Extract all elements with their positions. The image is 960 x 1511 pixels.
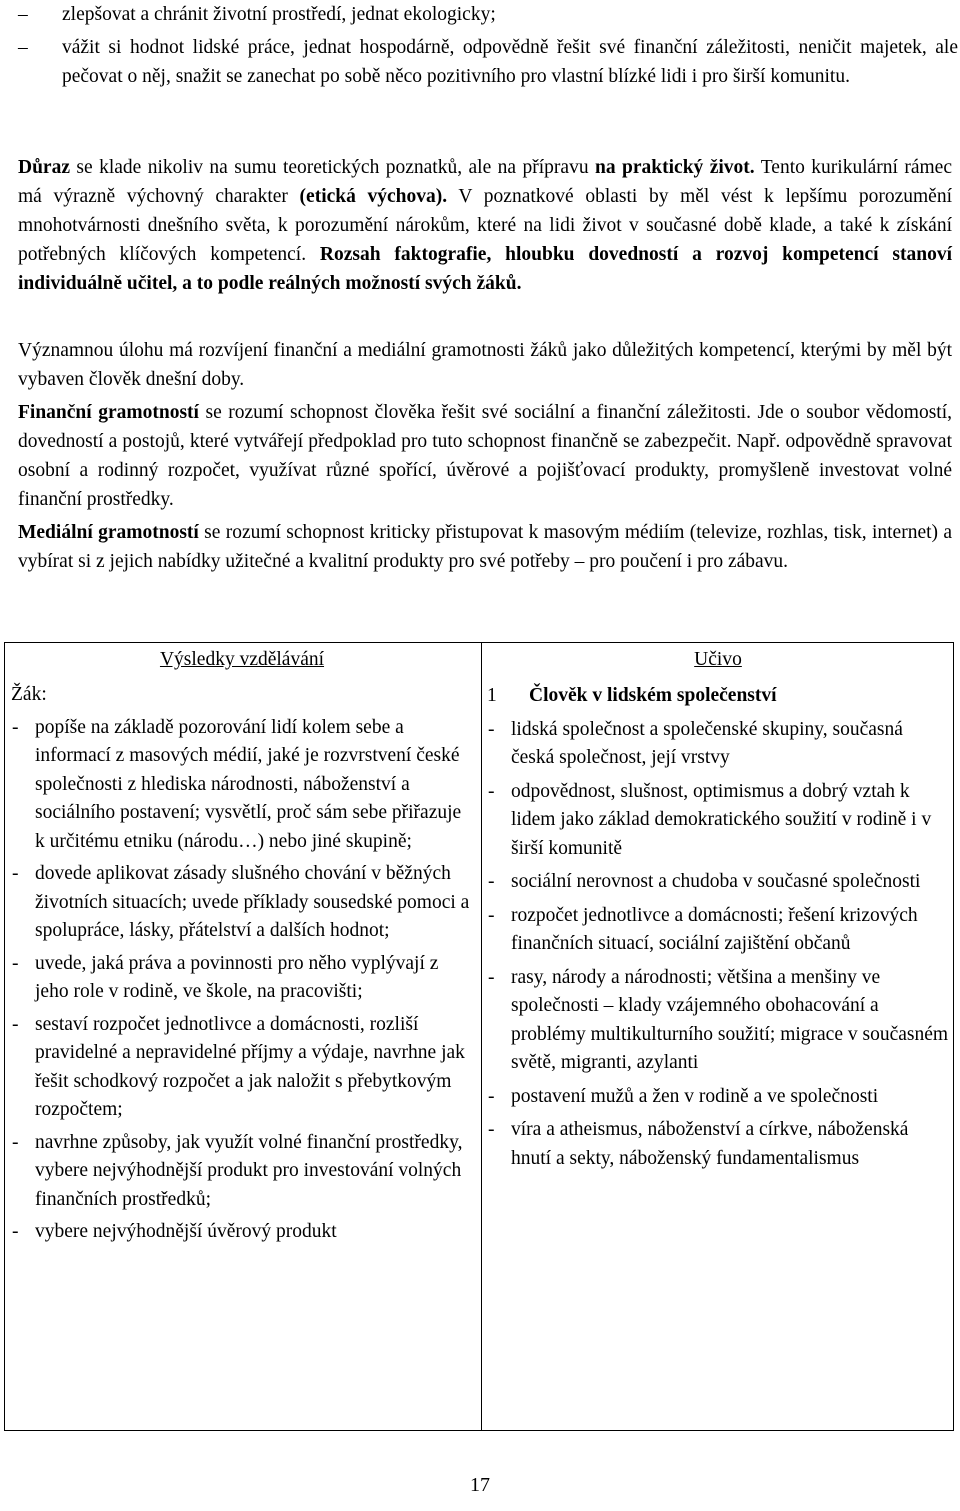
financial-literacy-paragraph <box>18 398 952 514</box>
hyphen-marker: - <box>12 952 19 974</box>
hyphen-marker: - <box>488 1085 495 1107</box>
content-item <box>487 1116 949 1173</box>
hyphen-marker: - <box>12 716 19 738</box>
dash-marker: – <box>18 4 28 25</box>
literacy-paragraph: Významnou úlohu má rozvíjení finanční a mediální gramotnosti žáků jako důležitých kompetencí, kterými by měl být vybaven člověk dnešní doby. <box>18 340 952 390</box>
outcome-text: uvede, jaká práva a povinnosti pro něho vyplývají z jeho role v rodině, ve škole, na pracovišti; <box>35 952 439 1002</box>
outcome-item <box>11 950 473 1007</box>
hyphen-marker: - <box>488 871 495 892</box>
body-text: se klade nikoliv na sumu teoretických poznatků, ale na přípravu <box>70 157 596 178</box>
topic-title: Člověk v lidském společenství <box>529 685 777 706</box>
emphasis-paragraph <box>18 153 952 298</box>
bold-text: (etická výchova). <box>299 186 448 207</box>
content-item <box>487 716 949 773</box>
bold-term: Mediální gramotností <box>18 522 199 543</box>
outcomes-column <box>11 643 473 1247</box>
hyphen-marker: - <box>12 1131 19 1153</box>
outcome-text: sestaví rozpočet jednotlivce a domácnosti, rozliší pravidelné a nepravidelné příjmy a výdaje, navrhne jak řešit schodkový rozpočet a jak naložit s přebytkovým rozpočtem; <box>35 1013 465 1120</box>
pupil-label: Žák: <box>11 684 47 705</box>
media-literacy-paragraph <box>18 518 952 576</box>
outcome-text: popíše na základě pozorování lidí kolem sebe a informací z masových médií, jaké je rozvrstvení české společnosti z hlediska národnosti, náboženství a sociálního postavení; vysvětlí, proč sám sebe přiřazuje k určitému etniku (národu…) nebo jiné skupině; <box>35 716 462 852</box>
content-text: lidská společnost a společenské skupiny, současná česká společnost, její vrstvy <box>511 718 903 768</box>
outcomes-header: Výsledky vzdělávání <box>159 649 325 670</box>
hyphen-marker: - <box>488 966 495 988</box>
outcome-item <box>11 1011 473 1125</box>
dash-marker: – <box>18 37 28 58</box>
outcome-text: navrhne způsoby, jak využít volné finanční prostředky, vybere nejvýhodnější produkt pro investování volných finančních prostředků; <box>35 1131 463 1210</box>
content-text: sociální nerovnost a chudoba v současné společnosti <box>511 871 921 892</box>
intro-bullet-text: vážit si hodnot lidské práce, jednat hospodárně, odpovědně řešit své finanční záležitosti, neničit majetek, ale pečovat o něj, snažit se zanechat po sobě něco pozitivního pro vlastní blízké lidi i pro širší komunitu. <box>62 37 958 87</box>
content-item <box>487 964 949 1078</box>
body-text: se rozumí schopnost kriticky přistupovat k masovým médiím (televize, rozhlas, tisk, internet) a vybírat si z jejich nabídky užitečné a kvalitní produkty pro své potřeby – pro poučení i pro zábavu. <box>18 522 952 572</box>
outcome-item <box>11 714 473 857</box>
outcome-item <box>11 860 473 946</box>
bold-text: Důraz <box>18 157 70 178</box>
bold-text: na praktický život. <box>595 157 755 178</box>
outcome-text: dovede aplikovat zásady slušného chování v běžných životních situacích; uvede příklady sousedské pomoci a spolupráce, lásky, přátelství a dalších hodnot; <box>35 863 470 941</box>
content-column <box>487 643 949 1173</box>
hyphen-marker: - <box>12 1221 19 1242</box>
content-text: postavení mužů a žen v rodině a ve společnosti <box>511 1085 879 1107</box>
topic-number: 1 <box>487 685 497 706</box>
intro-bullet-list <box>18 0 958 91</box>
content-item <box>487 1083 949 1112</box>
bold-text: Rozsah faktografie, hloubku dovedností a rozvoj kompetencí stanoví individuálně učitel, a to podle reálných možností svých žáků. <box>18 244 952 294</box>
content-item <box>487 778 949 864</box>
content-text: víra a atheismus, náboženství a církve, náboženská hnutí a sekty, náboženský fundamentalismus <box>511 1119 909 1169</box>
outcome-item <box>11 1129 473 1215</box>
column-divider <box>481 643 482 1430</box>
hyphen-marker: - <box>488 1119 495 1140</box>
hyphen-marker: - <box>12 1013 19 1035</box>
topic-heading <box>487 682 949 711</box>
content-text: rasy, národy a národnosti; většina a menšiny ve společnosti – klady vzájemného obohacování a problémy multikulturního soužití; migrace v současném světě, migranti, azylanti <box>511 966 949 1073</box>
hyphen-marker: - <box>12 863 19 884</box>
body-text: se rozumí schopnost člověka řešit své sociální a finanční záležitosti. Jde o soubor vědomostí, dovedností a postojů, které vytvářejí předpoklad pro tuto schopnost finančně se zabezpečit. Např. odpovědně spravovat osobní a rodinný rozpočet, využívat různé spořící, úvěrové a pojišťovací produkty, promyšleně investovat volné finanční prostředky. <box>18 402 952 510</box>
bold-term: Finanční gramotností <box>18 402 199 423</box>
intro-bullet-text: zlepšovat a chránit životní prostředí, jednat ekologicky; <box>62 4 496 25</box>
outcome-text: vybere nejvýhodnější úvěrový produkt <box>35 1221 337 1242</box>
hyphen-marker: - <box>488 904 495 926</box>
curriculum-table <box>4 642 954 1431</box>
outcome-item <box>11 1218 473 1247</box>
intro-bullet <box>18 33 958 91</box>
content-text: odpovědnost, slušnost, optimismus a dobrý vztah k lidem jako základ demokratického soužití v rodině i v širší komunitě <box>511 780 932 859</box>
hyphen-marker: - <box>488 718 495 740</box>
page-number: 17 <box>470 1474 490 1496</box>
intro-bullet <box>18 0 958 29</box>
body-text: V poznatkové oblasti by měl vést k lepšímu porozumění mnohotvárnosti dnešního světa, k porozumění nárokům, které na lidi život v současné době klade, a také k získání potřebných klíčových kompetencí. <box>18 186 952 265</box>
content-header: Učivo <box>694 649 742 670</box>
content-item <box>487 902 949 959</box>
content-item <box>487 868 949 897</box>
content-text: rozpočet jednotlivce a domácnosti; řešení krizových finančních situací, sociální zajištění občanů <box>511 904 918 954</box>
hyphen-marker: - <box>488 780 495 802</box>
body-text: Tento kurikulární rámec má výrazně výchovný charakter <box>18 157 952 207</box>
